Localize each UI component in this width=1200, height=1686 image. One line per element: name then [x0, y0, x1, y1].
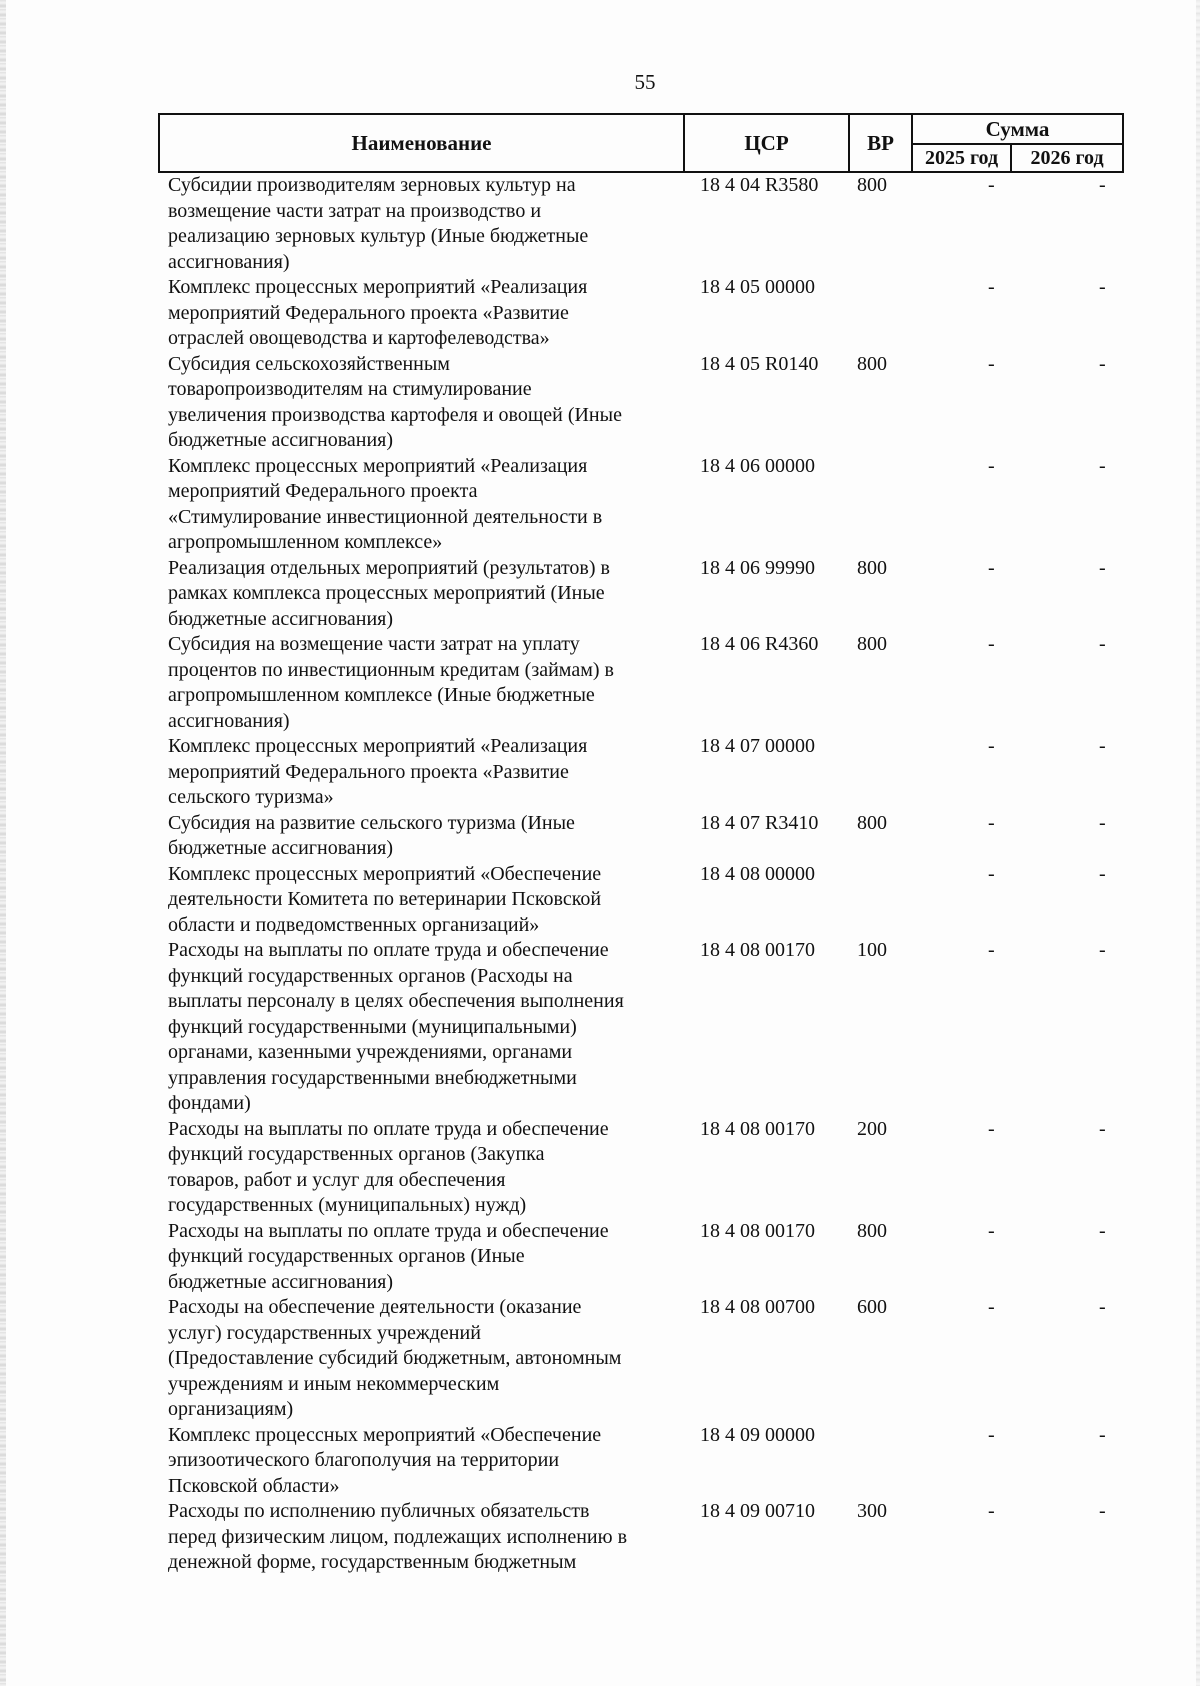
row-2025-cell: -	[988, 1117, 995, 1140]
header-year-2026: 2026 год	[1030, 146, 1104, 169]
table-row	[0, 1295, 1200, 1423]
table-row	[0, 173, 1200, 275]
table-row	[0, 938, 1200, 1117]
row-2026-cell: -	[1099, 811, 1106, 834]
table-row	[0, 811, 1200, 862]
row-2025-cell: -	[988, 1219, 995, 1242]
table-row	[0, 632, 1200, 734]
table-row	[0, 1117, 1200, 1219]
table-row	[0, 275, 1200, 352]
row-vr-cell: 800	[857, 633, 887, 655]
row-csr-cell: 18 4 07 00000	[700, 735, 815, 757]
page-number: 55	[634, 70, 656, 94]
row-2026-cell: -	[1099, 276, 1106, 298]
row-2026-cell: -	[1099, 1423, 1106, 1446]
row-name-cell: Субсидия на возмещение части затрат на уплату процентов по инвестиционным кредитам (займам) в агропромышленном комплексе (Иные бюджетные ассигнования)	[168, 633, 614, 732]
row-vr-cell: 800	[857, 811, 887, 834]
row-2025-cell: -	[988, 939, 995, 961]
row-2026-cell: -	[1099, 352, 1106, 375]
row-csr-cell: 18 4 06 99990	[700, 556, 815, 579]
row-csr-cell: 18 4 04 R3580	[700, 174, 819, 196]
row-name-cell: Реализация отдельных мероприятий (результатов) в рамках комплекса процессных мероприятий (Иные бюджетные ассигнования)	[168, 556, 610, 630]
row-2025-cell: -	[988, 811, 995, 834]
row-vr-cell: 800	[857, 174, 887, 196]
row-vr-cell: 100	[857, 939, 887, 961]
table-row	[0, 556, 1200, 633]
row-name-cell: Комплекс процессных мероприятий «Обеспечение деятельности Комитета по ветеринарии Псковской области и подведомственных организаций»	[168, 862, 602, 936]
row-name-cell: Комплекс процессных мероприятий «Реализация мероприятий Федерального проекта «Развитие сельского туризма»	[168, 735, 588, 808]
row-2025-cell: -	[988, 556, 995, 579]
row-vr-cell: 800	[857, 1219, 887, 1242]
row-vr-cell: 200	[857, 1117, 887, 1140]
table-row	[0, 1219, 1200, 1296]
row-name-cell: Субсидия на развитие сельского туризма (Иные бюджетные ассигнования)	[168, 811, 575, 859]
header-vr: ВР	[850, 115, 913, 171]
table-header	[158, 113, 1124, 173]
row-2026-cell: -	[1099, 556, 1106, 579]
row-csr-cell: 18 4 09 00710	[700, 1500, 815, 1522]
row-2025-cell: -	[988, 1500, 995, 1522]
row-name-cell: Субсидия сельскохозяйственным товаропроизводителям на стимулирование увеличения производства картофеля и овощей (Иные бюджетные ассигнования)	[168, 352, 622, 451]
row-2025-cell: -	[988, 454, 995, 477]
row-2026-cell: -	[1099, 1500, 1106, 1522]
row-2026-cell: -	[1099, 735, 1106, 757]
table-body	[0, 173, 1200, 1576]
row-name-cell: Расходы на выплаты по оплате труда и обеспечение функций государственных органов (Расходы на выплаты персоналу в целях обеспечения выполнения функций государственными (муниципальными) органами, казенными учреждениями, органами управления государственными внебюджетными фондами)	[168, 939, 624, 1114]
row-csr-cell: 18 4 08 00000	[700, 862, 815, 885]
row-2026-cell: -	[1099, 174, 1106, 196]
row-2026-cell: -	[1099, 862, 1106, 885]
row-name-cell: Комплекс процессных мероприятий «Обеспечение эпизоотического благополучия на территории Псковской области»	[168, 1423, 602, 1497]
row-2025-cell: -	[988, 1296, 995, 1318]
row-csr-cell: 18 4 08 00170	[700, 939, 815, 961]
row-csr-cell: 18 4 06 R4360	[700, 633, 819, 655]
row-2025-cell: -	[988, 1423, 995, 1446]
row-name-cell: Расходы на обеспечение деятельности (оказание услуг) государственных учреждений (Предоставление субсидий бюджетным, автономным учреждениям и иным некоммерческим организациям)	[168, 1296, 622, 1420]
row-2025-cell: -	[988, 174, 995, 196]
row-2025-cell: -	[988, 862, 995, 885]
row-2026-cell: -	[1099, 454, 1106, 477]
row-csr-cell: 18 4 08 00170	[700, 1219, 815, 1242]
table-row	[0, 734, 1200, 811]
row-2025-cell: -	[988, 633, 995, 655]
row-vr-cell: 800	[857, 352, 887, 375]
row-vr-cell: 600	[857, 1296, 887, 1318]
row-csr-cell: 18 4 08 00700	[700, 1296, 815, 1318]
table-row	[0, 454, 1200, 556]
row-2026-cell: -	[1099, 633, 1106, 655]
row-csr-cell: 18 4 08 00170	[700, 1117, 815, 1140]
row-name-cell: Комплекс процессных мероприятий «Реализация мероприятий Федерального проекта «Развитие отраслей овощеводства и картофелеводства»	[168, 276, 588, 349]
header-name: Наименование	[160, 115, 685, 171]
header-csr: ЦСР	[685, 115, 850, 171]
row-2026-cell: -	[1099, 1117, 1106, 1140]
row-vr-cell: 300	[857, 1500, 887, 1522]
row-2025-cell: -	[988, 735, 995, 757]
table-row	[0, 862, 1200, 939]
row-csr-cell: 18 4 05 00000	[700, 276, 815, 298]
row-csr-cell: 18 4 06 00000	[700, 454, 815, 477]
row-csr-cell: 18 4 09 00000	[700, 1423, 815, 1446]
table-row	[0, 1423, 1200, 1500]
table-row	[0, 352, 1200, 454]
row-name-cell: Расходы на выплаты по оплате труда и обеспечение функций государственных органов (Закупка товаров, работ и услуг для обеспечения государственных (муниципальных) нужд)	[168, 1117, 609, 1216]
row-2025-cell: -	[988, 276, 995, 298]
row-name-cell: Комплекс процессных мероприятий «Реализация мероприятий Федерального проекта «Стимулирование инвестиционной деятельности в агропромышленном комплексе»	[168, 454, 603, 553]
header-year-2025: 2025 год	[913, 145, 1012, 171]
row-2026-cell: -	[1099, 1219, 1106, 1242]
table-row	[0, 1499, 1200, 1576]
row-2026-cell: -	[1099, 939, 1106, 961]
header-sum: Сумма	[913, 115, 1122, 145]
row-name-cell: Субсидии производителям зерновых культур на возмещение части затрат на производство и реализацию зерновых культур (Иные бюджетные ассигнования)	[168, 174, 589, 273]
row-2026-cell: -	[1099, 1296, 1106, 1318]
row-csr-cell: 18 4 05 R0140	[700, 352, 819, 375]
row-2025-cell: -	[988, 352, 995, 375]
row-csr-cell: 18 4 07 R3410	[700, 811, 819, 834]
row-name-cell: Расходы на выплаты по оплате труда и обеспечение функций государственных органов (Иные бюджетные ассигнования)	[168, 1219, 609, 1293]
row-name-cell: Расходы по исполнению публичных обязательств перед физическим лицом, подлежащих исполнению в денежной форме, государственным бюджетным	[168, 1500, 628, 1573]
row-vr-cell: 800	[857, 556, 887, 579]
